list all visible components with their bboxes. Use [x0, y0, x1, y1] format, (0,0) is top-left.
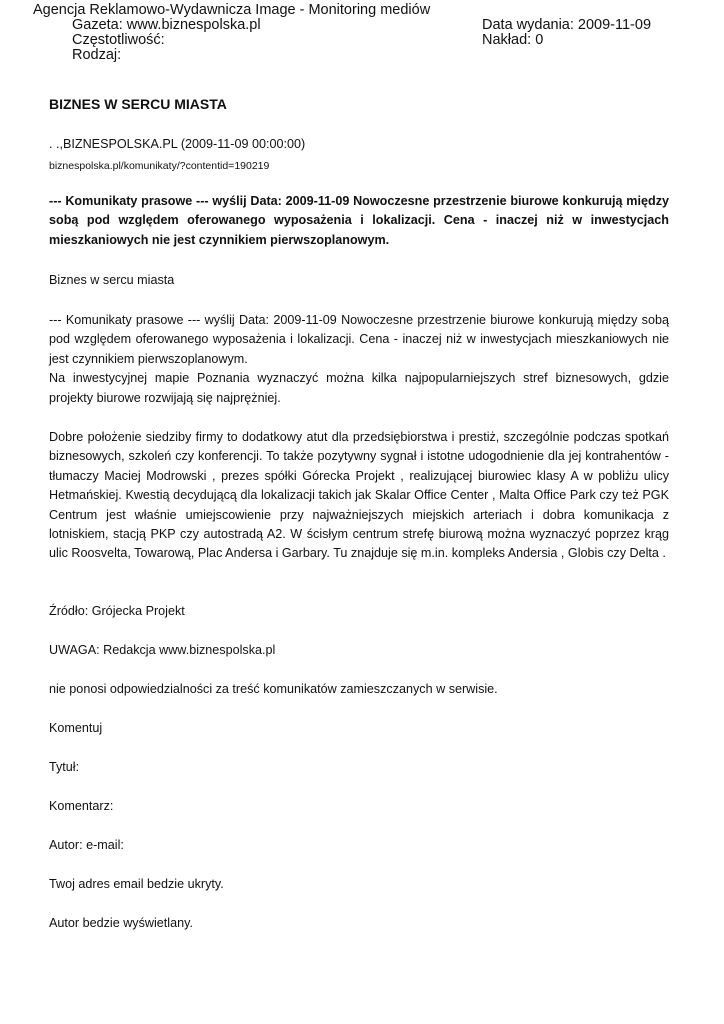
body1-part-b: Na inwestycyjnej mapie Poznania wyznaczyć można kilka najpopularniejszych stref biznesowych, gdzie projekty biurowe rozwijają się najprężniej. [49, 371, 669, 405]
article-url: biznespolska.pl/komunikaty/?contentid=190219 [49, 160, 270, 172]
czestotliwosc-label: Częstotliwość: [72, 32, 165, 48]
gazeta-label: Gazeta: www.biznespolska.pl [72, 17, 261, 33]
agency-header: Agencja Reklamowo-Wydawnicza Image - Monitoring mediów [33, 2, 431, 18]
rodzaj-label: Rodzaj: [72, 47, 122, 63]
header-left-block [72, 18, 261, 63]
title-field-label: Tytuł: [49, 760, 80, 774]
article-meta: . .,BIZNESPOLSKA.PL (2009-11-09 00:00:00) [49, 137, 306, 151]
article-title: BIZNES W SERCU MIASTA [49, 96, 227, 112]
author-email-label: Autor: e-mail: [49, 838, 124, 852]
data-wydania-label: Data wydania: 2009-11-09 [482, 17, 652, 33]
comment-field-label: Komentarz: [49, 799, 114, 813]
body1-part-a: --- Komunikaty prasowe --- wyślij Data: 2009-11-09 Nowoczesne przestrzenie biurowe konkurują między sobą pod względem oferowanego wyposażenia i lokalizacji. Cena - inaczej niż w inwestycjach mieszkaniowych nie jest czynnikiem pierwszoplanowym. [49, 313, 669, 366]
header-right-block [482, 18, 651, 48]
naklad-label: Nakład: 0 [482, 32, 544, 48]
article-body-paragraph-2: Dobre położenie siedziby firmy to dodatkowy atut dla przedsiębiorstwa i prestiż, szczególnie podczas spotkań biznesowych, szkoleń czy konferencji. To także pozytywny sygnał i istotne udogodnienie dla jej kontrahentów - tłumaczy Maciej Modrowski , prezes spółki Górecka Projekt , realizującej biurowiec klasy A w pobliżu ulicy Hetmańskiej. Kwestią decydującą dla lokalizacji takich jak Skalar Office Center , Malta Office Park czy też PGK Centrum jest właśnie umiejscowienie przy najważniejszych miejskich arteriach i dobra komunikacja z lotniskiem, stacją PKP czy autostradą A2. W ścisłym centrum strefę biurową można wyznaczyć poprzez krąg ulic Roosvelta, Towarową, Plac Andersa i Garbary. Tu znajduje się m.in. kompleks Andersia , Globis czy Delta . [49, 430, 669, 561]
source-line: Źródło: Grójecka Projekt [49, 604, 185, 618]
disclaimer-line: nie ponosi odpowiedzialności za treść komunikatów zamieszczanych w serwisie. [49, 682, 498, 696]
notice-line: UWAGA: Redakcja www.biznespolska.pl [49, 643, 276, 657]
author-displayed-note: Autor bedzie wyświetlany. [49, 916, 193, 930]
email-hidden-note: Twoj adres email bedzie ukryty. [49, 877, 224, 891]
article-subtitle: Biznes w sercu miasta [49, 273, 175, 287]
article-body-paragraph-1 [49, 311, 669, 408]
comment-heading: Komentuj [49, 721, 103, 735]
article-lead: --- Komunikaty prasowe --- wyślij Data: 2009-11-09 Nowoczesne przestrzenie biurowe konkurują między sobą pod względem oferowanego wyposażenia i lokalizacji. Cena - inaczej niż w inwestycjach mieszkaniowych nie jest czynnikiem pierwszoplanowym. [49, 194, 669, 247]
